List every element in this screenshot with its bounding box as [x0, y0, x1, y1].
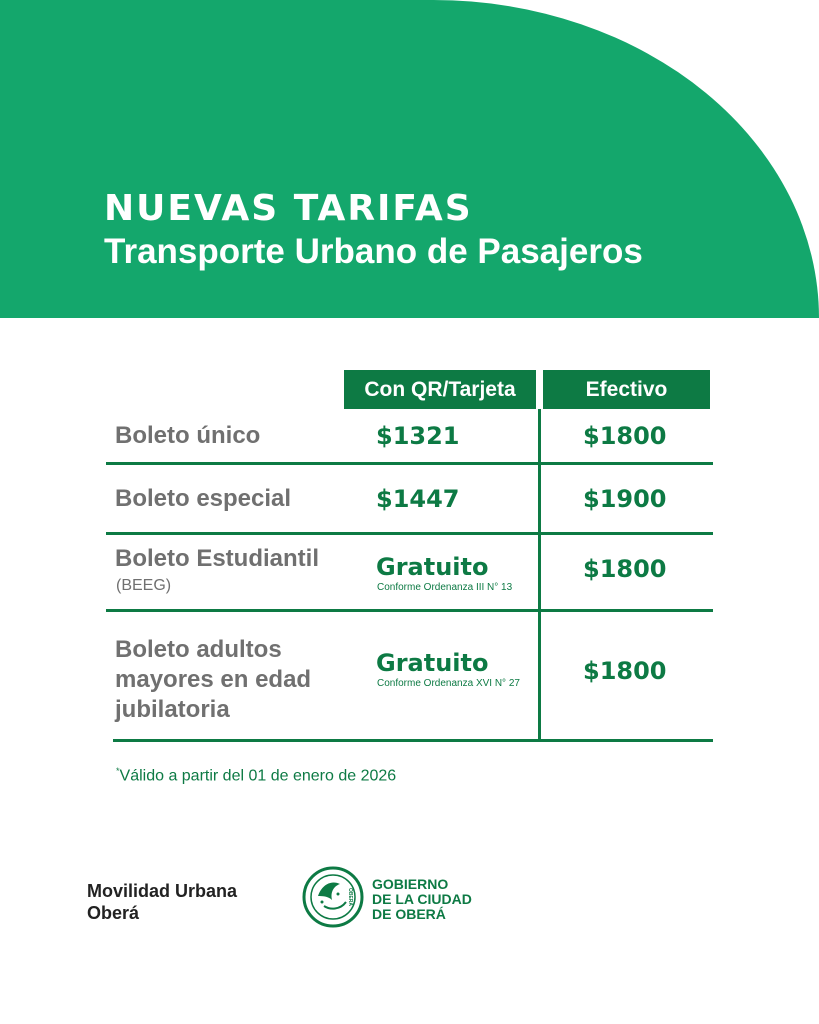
row-label-line: mayores en edad: [115, 666, 312, 693]
footnote-marker: *: [116, 766, 120, 776]
row-label-boleto-especial: Boleto especial: [115, 485, 292, 512]
table-row-divider: [106, 462, 713, 465]
brand-line: Oberá: [87, 903, 140, 923]
table-row-divider: [106, 532, 713, 535]
price-qr-boleto-especial: $1447: [376, 485, 460, 513]
table-column-divider: [538, 409, 541, 741]
ordinance-note-estudiantil: Conforme Ordenanza III N° 13: [377, 582, 513, 593]
price-cash-boleto-adultos: $1800: [583, 657, 667, 685]
seal-text: OBERÁ: [347, 887, 353, 907]
price-cash-boleto-estudiantil: $1800: [583, 555, 667, 583]
table-row-divider: [106, 609, 713, 612]
page-title: NUEVAS TARIFAS: [104, 188, 473, 229]
row-label-boleto-adultos: [115, 635, 311, 725]
row-note-beeg: (BEEG): [116, 577, 172, 594]
page-subtitle: Transporte Urbano de Pasajeros: [104, 232, 643, 271]
gov-line: DE LA CIUDAD: [372, 891, 472, 907]
row-label-line: Boleto adultos: [115, 636, 282, 663]
ordinance-note-adultos: Conforme Ordenanza XVI N° 27: [377, 678, 520, 689]
validity-footnote: [116, 766, 396, 785]
row-label-line: jubilatoria: [115, 696, 230, 723]
footnote-text: Válido a partir del 01 de enero de 2026: [119, 767, 397, 785]
row-label-boleto-unico: Boleto único: [115, 422, 261, 449]
gov-line: GOBIERNO: [372, 876, 449, 892]
price-cash-boleto-unico: $1800: [583, 422, 667, 450]
price-qr-boleto-unico: $1321: [376, 422, 460, 450]
price-qr-boleto-adultos: Gratuito: [376, 649, 489, 677]
movilidad-urbana-logo: [87, 880, 237, 924]
column-header-qr: Con QR/Tarjeta: [344, 370, 536, 409]
table-bottom-border: [113, 739, 713, 742]
price-qr-boleto-estudiantil: Gratuito: [376, 553, 489, 581]
gobierno-obera-logo-text: [372, 877, 472, 922]
gov-line: DE OBERÁ: [372, 906, 446, 922]
row-label-boleto-estudiantil: Boleto Estudiantil: [115, 545, 319, 572]
column-header-cash: Efectivo: [543, 370, 710, 409]
brand-line: Movilidad Urbana: [87, 881, 238, 901]
price-cash-boleto-especial: $1900: [583, 485, 667, 513]
city-seal-icon: [302, 866, 364, 928]
